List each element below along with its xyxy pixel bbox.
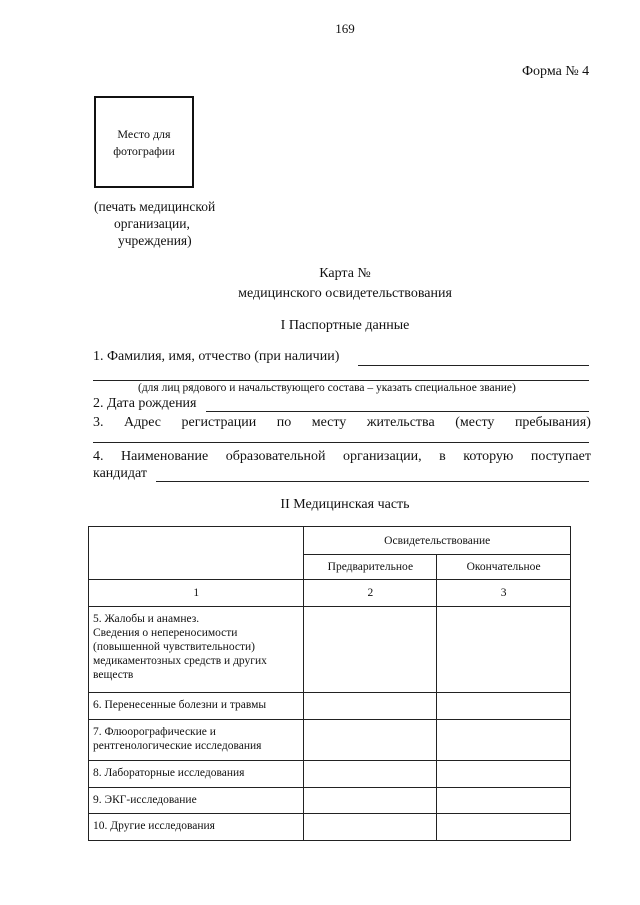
row-label-line: медикаментозных средств и других <box>93 655 267 667</box>
field-4-word: которую <box>463 449 514 464</box>
field-1-input-line[interactable] <box>358 365 589 366</box>
stamp-line-3: учреждения) <box>118 233 192 248</box>
photo-placeholder-box <box>94 96 194 188</box>
row-label-line: 7. Флюорографические и <box>93 726 216 738</box>
field-4-label-line-2: кандидат <box>93 466 148 481</box>
field-4-word: поступает <box>530 449 591 464</box>
row-label-past-diseases <box>89 693 304 720</box>
field-4-word: организации, <box>342 449 422 464</box>
page-number: 169 <box>335 21 355 36</box>
final-cell[interactable] <box>437 814 571 841</box>
field-3-word: по <box>276 415 292 430</box>
row-label-lab-tests <box>89 761 304 788</box>
section-1-heading: I Паспортные данные <box>280 318 410 333</box>
field-3-word: регистрации <box>181 415 257 430</box>
final-cell[interactable] <box>437 607 571 693</box>
card-title-line-2: медицинского освидетельствования <box>238 286 452 301</box>
form-label: Форма № 4 <box>522 64 590 79</box>
field-2-label: 2. Дата рождения <box>93 396 197 411</box>
field-3-word: Адрес <box>124 415 162 430</box>
field-1-label: 1. Фамилия, имя, отчество (при наличии) <box>93 349 340 364</box>
photo-placeholder-text <box>96 126 192 160</box>
row-label-line: (повышенной чувствительности) <box>93 641 255 653</box>
table-blank-header-cell <box>89 527 304 580</box>
preliminary-cell[interactable] <box>304 761 437 788</box>
preliminary-cell[interactable] <box>304 814 437 841</box>
card-title <box>100 264 590 304</box>
row-label-line: веществ <box>93 669 134 681</box>
row-label-line: рентгенологические исследования <box>93 740 262 752</box>
stamp-line-1: (печать медицинской <box>94 199 216 214</box>
table-col-preliminary: Предварительное <box>304 555 437 580</box>
card-title-line-1: Карта № <box>319 266 371 281</box>
field-3-word: 3. <box>93 415 104 430</box>
row-label-line: 8. Лабораторные исследования <box>93 767 245 779</box>
table-col-number: 2 <box>304 580 437 607</box>
table-row <box>89 788 571 814</box>
field-3-word: жительства <box>366 415 435 430</box>
table-col-number: 3 <box>437 580 571 607</box>
field-3-word: пребывания) <box>514 415 591 430</box>
field-1-note: (для лиц рядового и начальствующего состава – указать специальное звание) <box>138 382 516 394</box>
preliminary-cell[interactable] <box>304 720 437 761</box>
table-col-final: Окончательное <box>437 555 571 580</box>
final-cell[interactable] <box>437 693 571 720</box>
table-row <box>89 607 571 693</box>
field-3-word: месту <box>311 415 347 430</box>
field-4-word: образовательной <box>225 449 326 464</box>
row-label-ecg <box>89 788 304 814</box>
preliminary-cell[interactable] <box>304 693 437 720</box>
final-cell[interactable] <box>437 720 571 761</box>
field-1-input-line-2[interactable] <box>93 380 589 381</box>
field-4-input-line[interactable] <box>156 481 589 482</box>
table-col-number: 1 <box>89 580 304 607</box>
final-cell[interactable] <box>437 761 571 788</box>
table-row <box>89 720 571 761</box>
section-2-heading: II Медицинская часть <box>280 497 410 512</box>
row-label-line: Сведения о непереносимости <box>93 627 238 639</box>
row-label-line: 5. Жалобы и анамнез. <box>93 613 200 625</box>
row-label-other-tests <box>89 814 304 841</box>
stamp-note <box>94 198 215 249</box>
preliminary-cell[interactable] <box>304 788 437 814</box>
field-4-word: в <box>439 449 446 464</box>
row-label-line: 10. Другие исследования <box>93 820 215 832</box>
row-label-line: 9. ЭКГ-исследование <box>93 794 197 806</box>
final-cell[interactable] <box>437 788 571 814</box>
photo-line-2: фотографии <box>113 144 175 158</box>
field-4-label <box>93 449 591 465</box>
table-row <box>89 814 571 841</box>
field-4-word: Наименование <box>121 449 209 464</box>
table-row <box>89 693 571 720</box>
field-3-input-line[interactable] <box>93 442 589 443</box>
medical-table <box>88 526 571 841</box>
stamp-line-2: организации, <box>114 216 190 231</box>
field-3-word: (месту <box>455 415 495 430</box>
row-label-line: 6. Перенесенные болезни и травмы <box>93 699 267 711</box>
preliminary-cell[interactable] <box>304 607 437 693</box>
field-4-word: 4. <box>93 449 104 464</box>
photo-line-1: Место для <box>117 127 171 141</box>
field-2-input-line[interactable] <box>206 411 589 412</box>
row-label-complaints <box>89 607 304 693</box>
row-label-fluorography <box>89 720 304 761</box>
table-row <box>89 761 571 788</box>
table-group-header: Освидетельствование <box>304 527 571 555</box>
field-3-label <box>93 415 591 431</box>
